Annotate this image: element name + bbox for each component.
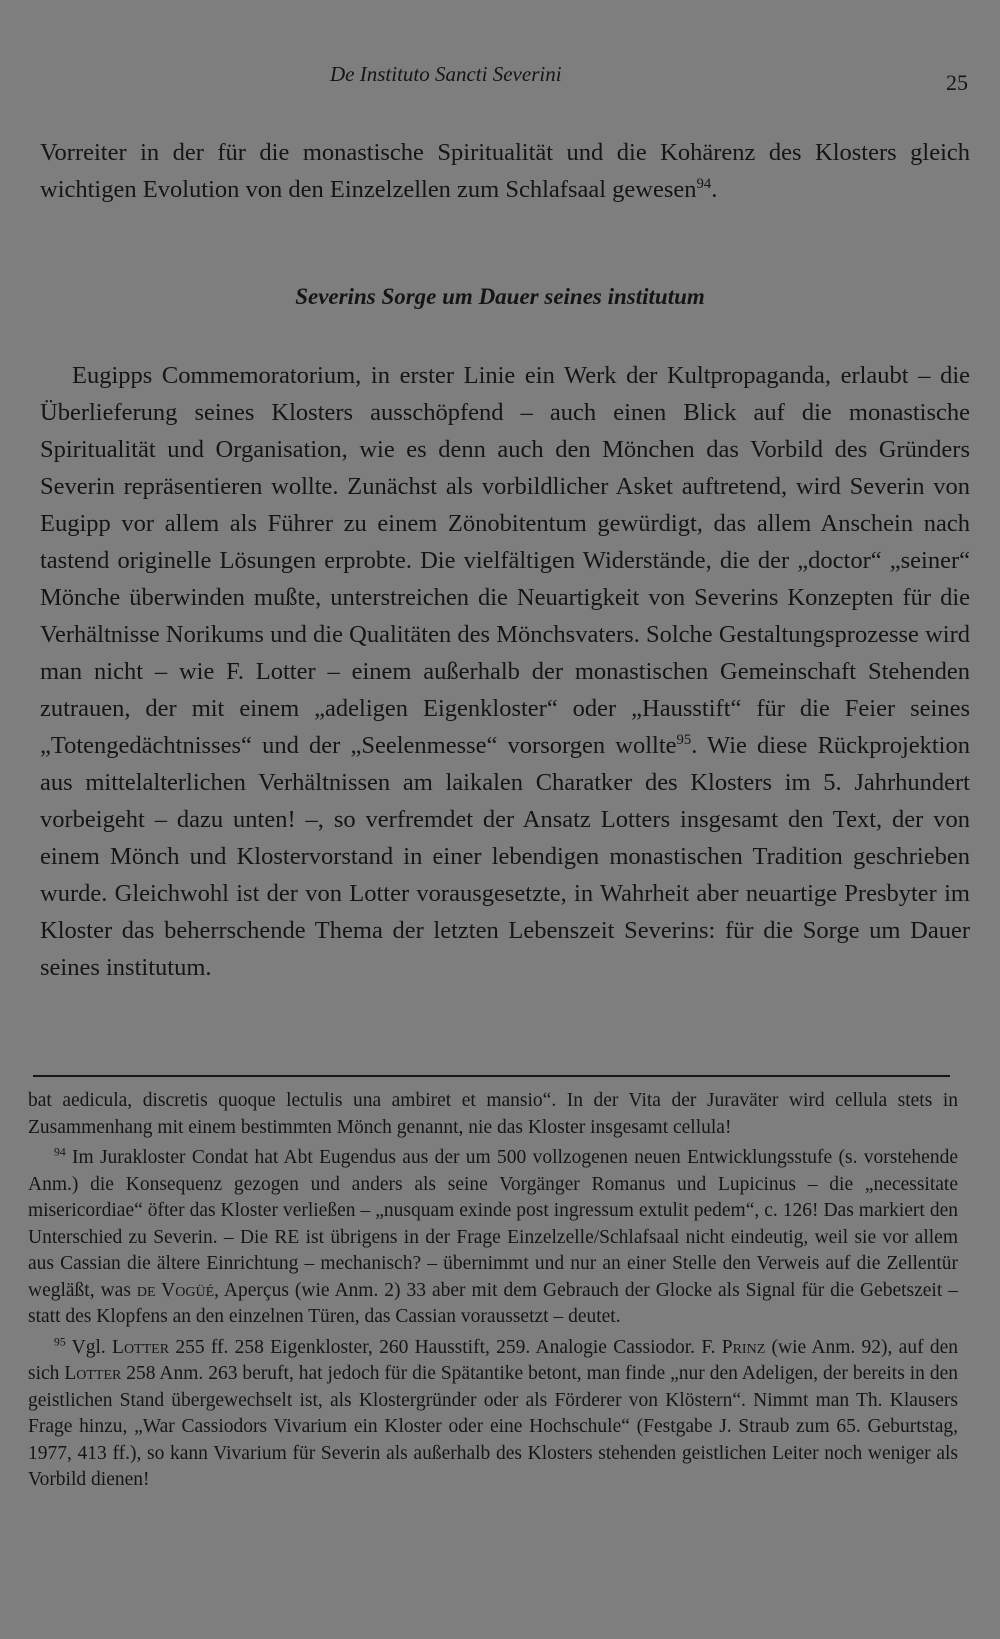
footnote-text: bat aedicula, discretis quoque lectulis una ambiret et mansio“. In der Vita der Juraväter wird cellula stets in Zusammenhang mit einem bestimmten Mönch genannt, nie das Kloster insgesamt cellula! — [28, 1090, 958, 1138]
author-name: de Vogüé — [136, 1279, 215, 1301]
footnote-divider — [33, 1075, 950, 1077]
footnote-text: , Aperçus (wie Anm. 2) 33 aber mit dem Gebrauch der Glocke als Signal für die Gebetszeit – statt des Klopfens an den einzelnen Türen, das Cassian voraussetzt – deutet. — [28, 1279, 958, 1327]
footnote-ref-94[interactable]: 94 — [696, 175, 712, 192]
footnote-text: 258 Anm. 263 beruft, hat jedoch für die Spätantike betont, man finde „nur den Adeligen, der bereits in den geistlichen Stand übergewechselt ist, als Klostergründer oder als Förderer von Klöstern“. Nimmt man Th. Klausers Frage hinzu, „War Cassiodors Vivarium ein Kloster oder eine Hochschule“ (Festgabe J. Straub zum 65. Geburtstag, 1977, 413 ff.), so kann Vivarium für Severin als außerhalb des Klosters stehenden geistlichen Leiter noch weniger als Vorbild dienen! — [28, 1363, 958, 1490]
author-name: Prinz — [721, 1336, 766, 1358]
footnote-94 — [28, 1145, 958, 1331]
author-name: Lotter — [64, 1363, 122, 1384]
paragraph-text-part1: Eugipps Commemoratorium, in erster Linie ein Werk der Kultpropaganda, erlaubt – die Überlieferung seines Klosters ausschöpfend – auch einen Blick auf die monastische Spiritualität und Organisation, wie es denn auch den Mönchen das Vorbild des Gründers Severin repräsentieren wollte. Zunächst als vorbildlicher Asket auftretend, wird Severin von Eugipp vor allem als Führer zu einem Zönobitentum gewürdigt, das allem Anschein nach tastend originelle Lösungen erprobte. Die vielfältigen Widerstände, die der „doctor“ „seiner“ Mönche überwinden mußte, unterstreichen die Neuartigkeit von Severins Konzepten für die Verhältnisse Norikums und die Qualitäten des Mönchsvaters. Solche Gestaltungsprozesse wird man nicht – wie F. Lotter – einem außerhalb der monastischen Gemeinschaft Stehenden zutrauen, der mit einem „adeligen Eigenkloster“ oder „Hausstift“ für die Feier seines „Totengedächtnisses“ und der „Seelenmesse“ vorsorgen wollte — [40, 362, 970, 759]
footnote-95 — [28, 1335, 958, 1494]
footnote-number: 95 — [54, 1335, 66, 1348]
author-name: Lotter — [112, 1336, 170, 1358]
running-head: De Instituto Sancti Severini — [330, 62, 562, 86]
page-number: 25 — [946, 70, 968, 95]
footnote-text: Vgl. — [71, 1336, 113, 1358]
footnote-ref-95[interactable]: 95 — [676, 731, 692, 748]
footnote-number: 94 — [54, 1145, 66, 1159]
section-heading: Severins Sorge um Dauer seines institutum — [295, 284, 705, 309]
paragraph-main — [40, 357, 970, 986]
paragraph-text-part2: . Wie diese Rückprojektion aus mittelalterlichen Verhältnissen am laikalen Charatker des Klosters im 5. Jahrhundert vorbeigeht – dazu unten! –, so verfremdet der Ansatz Lotters insgesamt den Text, der von einem Mönch und Klostervorstand in einer lebendigen monastischen Tradition geschrieben wurde. Gleichwohl ist der von Lotter vorausgesetzte, in Wahrheit aber neuartige Presbyter im Kloster das beherrschende Thema der letzten Lebenszeit Severins: für die Sorge um Dauer seines institutum. — [40, 732, 970, 981]
paragraph-end: . — [711, 176, 718, 203]
footnote-continued — [28, 1088, 958, 1141]
footnote-text: 255 ff. 258 Eigenkloster, 260 Hausstift, 259. Analogie Cassiodor. F. — [169, 1336, 722, 1358]
footnote-text: (wie Anm. 92), auf den sich — [28, 1336, 959, 1384]
footnote-text: Im Jurakloster Condat hat Abt Eugendus aus der um 500 vollzogenen neuen Entwicklungsstufe (s. vorstehende Anm.) die Konsequenz gezogen und anders als seine Vorgänger Romanus und Lupicinus – die „necessitate misericordiae“ öfter das Kloster verließen – „nusquam exinde post ingressum extulit pedem“, c. 126! Das markiert den Unterschied zu Severin. – Die RE ist übrigens in der Frage Einzelzelle/Schlafsaal nicht eindeutig, weil sie vor allem aus Cassian die ältere Einrichtung – mechanisch? – übernimmt und nur an einer Stelle den Verweis auf die Zellentür wegläßt, was — [28, 1147, 958, 1301]
paragraph-continued — [40, 134, 970, 208]
paragraph-text: Vorreiter in der für die monastische Spiritualität und die Kohärenz des Klosters gleich wichtigen Evolution von den Einzelzellen zum Schlafsaal gewesen — [40, 139, 970, 203]
footnotes — [28, 1088, 958, 1498]
